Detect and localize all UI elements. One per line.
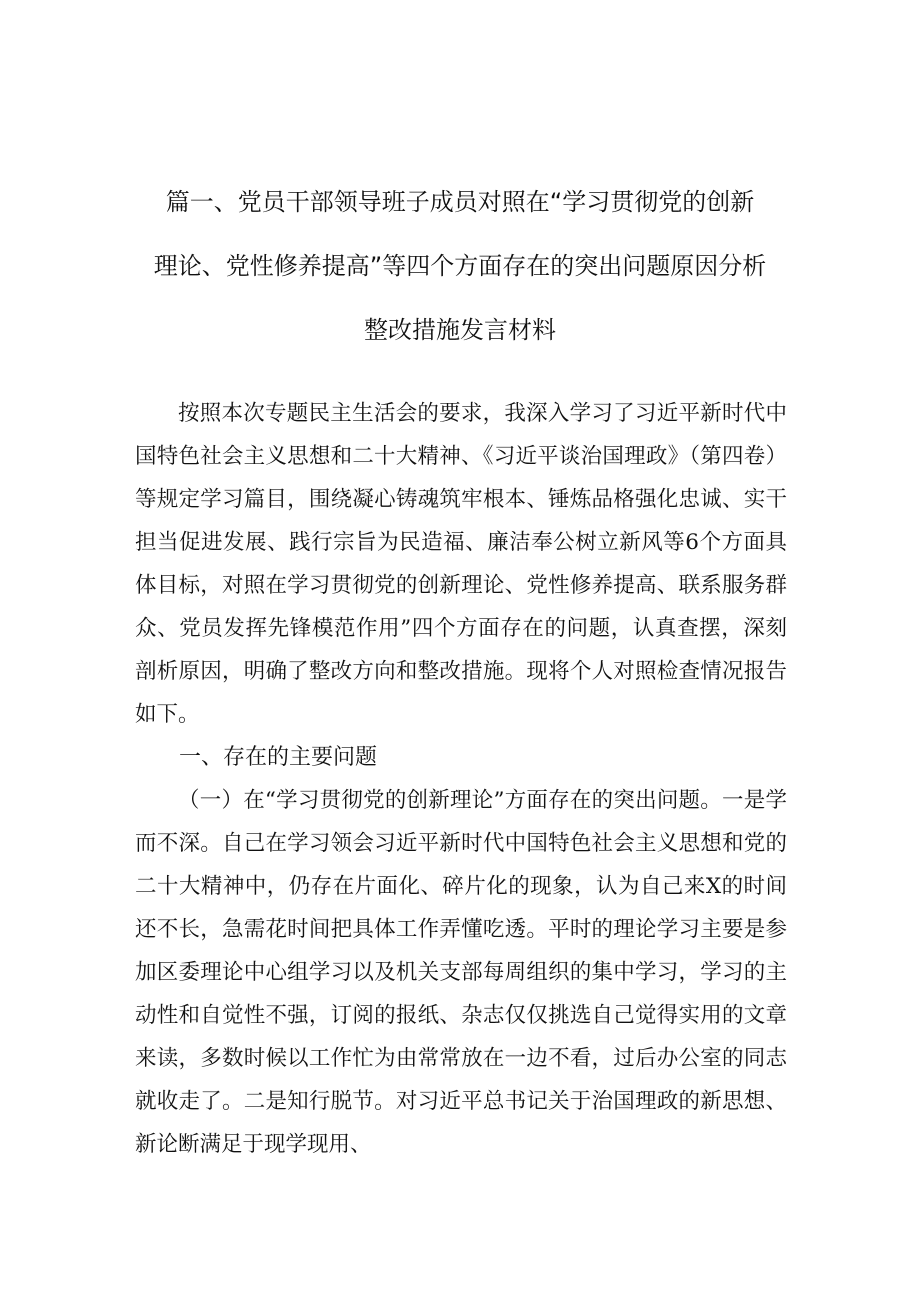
intro-paragraph: 按照本次专题民主生活会的要求，我深入学习了习近平新时代中国特色社会主义思想和二十大精神、《习近平谈治国理政》（第四卷）等规定学习篇目，围绕凝心铸魂筑牢根本、锤炼品格强化忠诚、实干担当促进发展、践行宗旨为民造福、廉洁奉公树立新风等6个方面具体目标，对照在学习贯彻党的创新理论、党性修养提高、联系服务群众、党员发挥先锋模范作用”四个方面存在的问题，认真查摆，深刻剖析原因，明确了整改方向和整改措施。现将个人对照检查情况报告如下。 xyxy=(135,401,787,727)
document-title xyxy=(140,170,780,362)
document-body xyxy=(135,392,787,1166)
title-line-1: 篇一、党员干部领导班子成员对照在“学习贯彻党的创新 xyxy=(165,188,755,216)
section-paragraph: （一）在“学习贯彻党的创新理论”方面存在的突出问题。一是学而不深。自己在学习领会习近平新时代中国特色社会主义思想和党的二十大精神中，仍存在片面化、碎片化的现象，认为自己来X的时间还不长，急需花时间把具体工作弄懂吃透。平时的理论学习主要是参加区委理论中心组学习以及机关支部每周组织的集中学习，学习的主动性和自觉性不强，订阅的报纸、杂志仅仅挑选自己觉得实用的文章来读，多数时候以工作忙为由常常放在一边不看，过后办公室的同志就收走了。二是知行脱节。对习近平总书记关于治国理政的新思想、新论断满足于现学现用、 xyxy=(135,788,787,1157)
title-line-3: 整改措施发言材料 xyxy=(364,316,556,344)
section-heading: 一、存在的主要问题 xyxy=(179,745,378,770)
title-line-2: 理论、党性修养提高”等四个方面存在的突出问题原因分析 xyxy=(153,252,767,280)
